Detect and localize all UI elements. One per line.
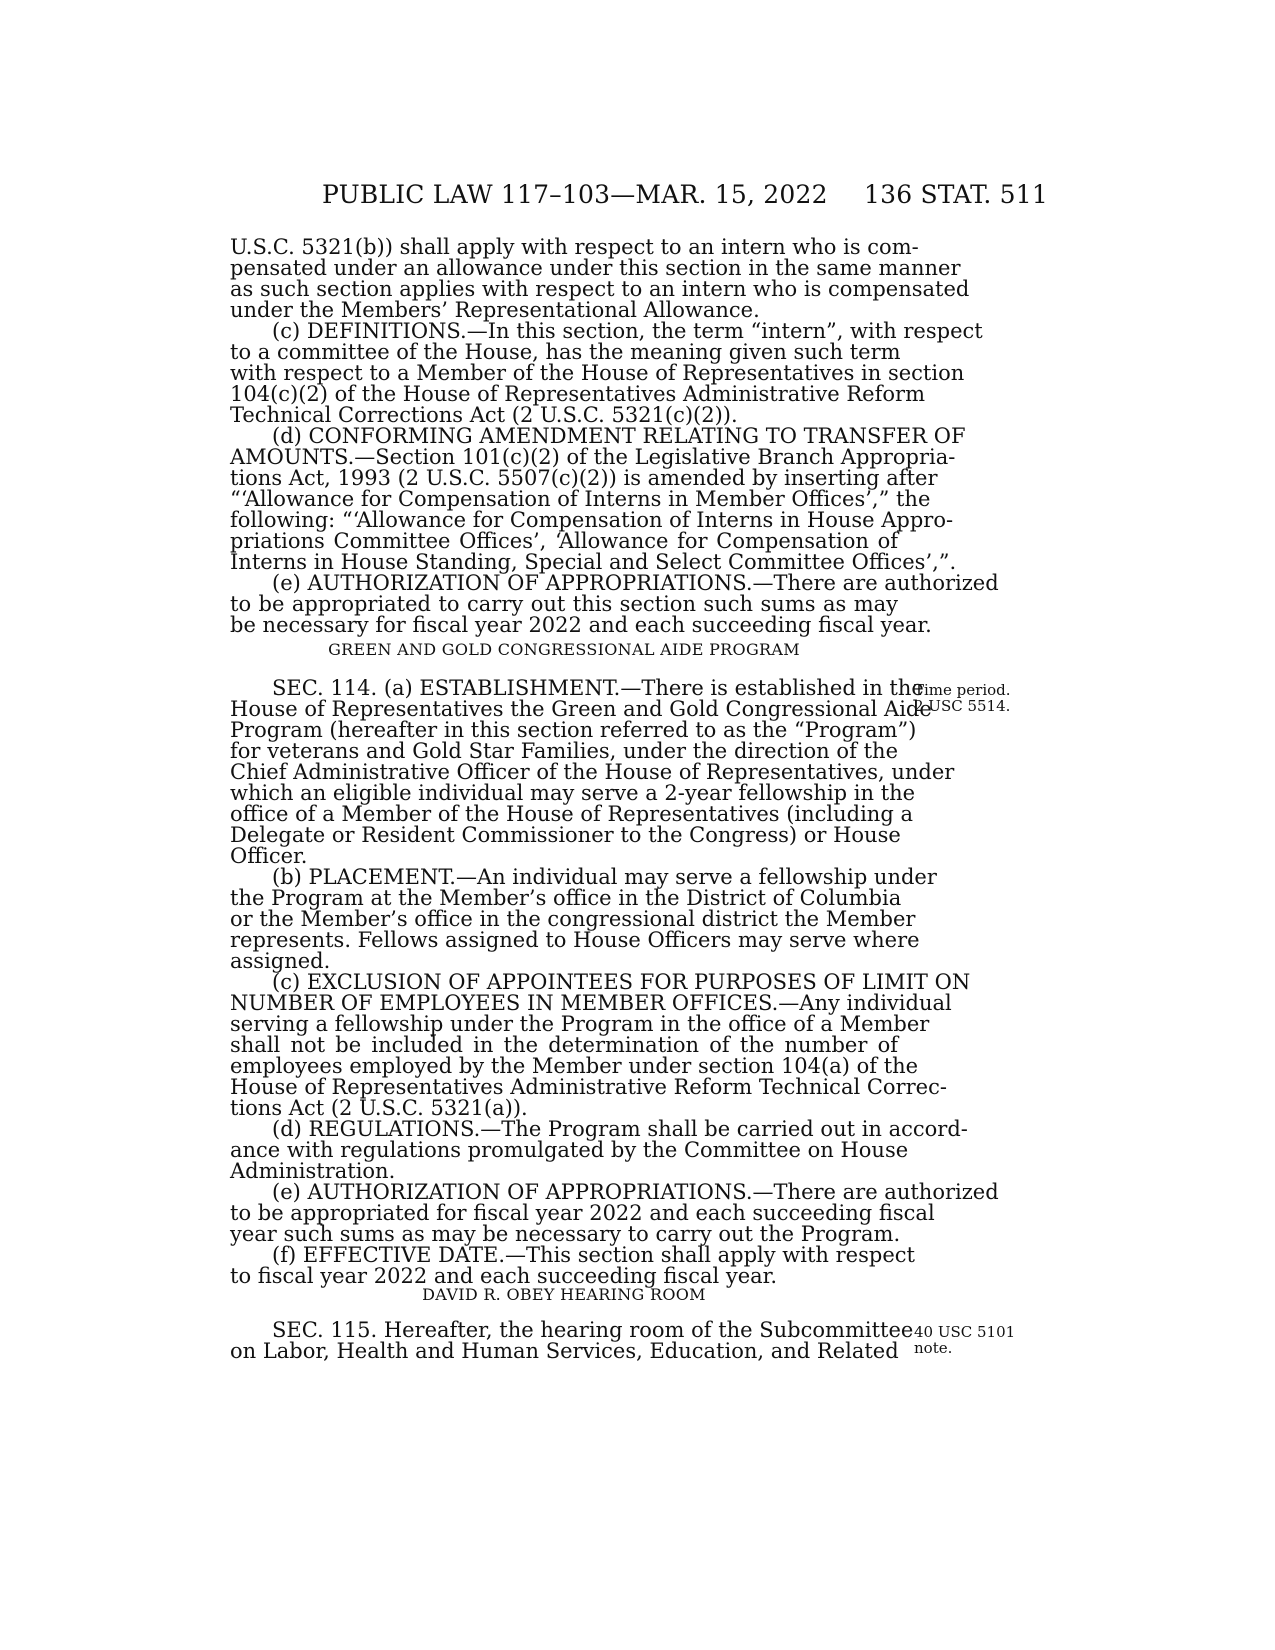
- text-line: SEC. 114. (a) ESTABLISHMENT.—There is established in the: [272, 676, 924, 700]
- text-line: House of Representatives Administrative Reform Technical Correc-: [230, 1075, 947, 1099]
- text-line: Administration.: [230, 1159, 396, 1183]
- text-line: to a committee of the House, has the meaning given such term: [230, 340, 901, 364]
- margin-note-40-usc-5101: 40 USC 5101: [914, 1323, 1016, 1341]
- text-line: Program (hereafter in this section referred to as the “Program”): [230, 718, 917, 742]
- text-line: assigned.: [230, 949, 331, 973]
- text-line: (d) REGULATIONS.—The Program shall be carried out in accord-: [272, 1117, 968, 1141]
- text-line: (e) AUTHORIZATION OF APPROPRIATIONS.—There are authorized: [272, 571, 999, 595]
- text-line: which an eligible individual may serve a 2-year fellowship in the: [230, 781, 916, 805]
- text-line: to be appropriated for fiscal year 2022 and each succeeding fiscal: [230, 1201, 935, 1225]
- text-line: or the Member’s office in the congressional district the Member: [230, 907, 916, 931]
- text-line: following: “‘Allowance for Compensation of Interns in House Appro-: [230, 508, 954, 532]
- text-line: Technical Corrections Act (2 U.S.C. 5321(c)(2)).: [230, 403, 738, 427]
- text-line: (c) DEFINITIONS.—In this section, the term “intern”, with respect: [272, 319, 983, 343]
- text-line: tions Act (2 U.S.C. 5321(a)).: [230, 1096, 528, 1120]
- text-line: (d) CONFORMING AMENDMENT RELATING TO TRANSFER OF: [272, 424, 966, 448]
- text-line: (e) AUTHORIZATION OF APPROPRIATIONS.—There are authorized: [272, 1180, 999, 1204]
- margin-note-note: note.: [914, 1339, 953, 1357]
- text-line: U.S.C. 5321(b)) shall apply with respect to an intern who is com-: [230, 235, 919, 259]
- margin-note-2-usc-5514: 2 USC 5514.: [914, 697, 1011, 715]
- text-line: SEC. 115. Hereafter, the hearing room of the Subcommittee: [272, 1318, 914, 1342]
- text-line: priations Committee Offices’, ‘Allowance for Compensation of: [230, 529, 898, 553]
- text-line: represents. Fellows assigned to House Officers may serve where: [230, 928, 920, 952]
- text-line: Delegate or Resident Commissioner to the Congress) or House: [230, 823, 901, 847]
- text-line: “‘Allowance for Compensation of Interns in Member Offices’,” the: [230, 487, 931, 511]
- text-line: shall not be included in the determination of the number of: [230, 1033, 898, 1057]
- text-line: to be appropriated to carry out this section such sums as may: [230, 592, 898, 616]
- text-line: tions Act, 1993 (2 U.S.C. 5507(c)(2)) is amended by inserting after: [230, 466, 938, 490]
- text-line: the Program at the Member’s office in the District of Columbia: [230, 886, 902, 910]
- text-line: AMOUNTS.—Section 101(c)(2) of the Legislative Branch Appropria-: [230, 445, 956, 469]
- text-line: House of Representatives the Green and Gold Congressional Aide: [230, 697, 932, 721]
- text-line: year such sums as may be necessary to carry out the Program.: [230, 1222, 901, 1246]
- text-line: for veterans and Gold Star Families, under the direction of the: [230, 739, 898, 763]
- text-line: 104(c)(2) of the House of Representatives Administrative Reform: [230, 382, 925, 406]
- text-line: Interns in House Standing, Special and Select Committee Offices’,”.: [230, 550, 957, 574]
- running-header-title: PUBLIC LAW 117–103—MAR. 15, 2022: [322, 180, 828, 209]
- text-line: to fiscal year 2022 and each succeeding fiscal year.: [230, 1264, 778, 1288]
- text-block-sec113-continued: [230, 235, 999, 637]
- section-heading-green-and-gold: GREEN AND GOLD CONGRESSIONAL AIDE PROGRAM: [328, 640, 800, 659]
- text-line: on Labor, Health and Human Services, Education, and Related: [230, 1339, 899, 1363]
- text-line: NUMBER OF EMPLOYEES IN MEMBER OFFICES.—Any individual: [230, 991, 952, 1015]
- running-header-page-number: 136 STAT. 511: [864, 180, 1048, 209]
- section-heading-obey-hearing-room: DAVID R. OBEY HEARING ROOM: [422, 1285, 706, 1304]
- text-line: (b) PLACEMENT.—An individual may serve a fellowship under: [272, 865, 937, 889]
- text-block-sec115: [230, 1318, 914, 1363]
- text-line: office of a Member of the House of Representatives (including a: [230, 802, 913, 826]
- text-line: pensated under an allowance under this section in the same manner: [230, 256, 961, 280]
- text-line: as such section applies with respect to an intern who is compensated: [230, 277, 970, 301]
- text-line: be necessary for fiscal year 2022 and each succeeding fiscal year.: [230, 613, 932, 637]
- text-line: Chief Administrative Officer of the House of Representatives, under: [230, 760, 955, 784]
- text-line: under the Members’ Representational Allowance.: [230, 298, 760, 322]
- text-line: employees employed by the Member under section 104(a) of the: [230, 1054, 919, 1078]
- margin-note-time-period: Time period.: [914, 681, 1011, 699]
- text-line: serving a fellowship under the Program in the office of a Member: [230, 1012, 930, 1036]
- text-line: (f) EFFECTIVE DATE.—This section shall apply with respect: [272, 1243, 915, 1267]
- text-line: Officer.: [230, 844, 308, 868]
- text-line: ance with regulations promulgated by the Committee on House: [230, 1138, 909, 1162]
- text-line: with respect to a Member of the House of Representatives in section: [230, 361, 965, 385]
- text-line: (c) EXCLUSION OF APPOINTEES FOR PURPOSES OF LIMIT ON: [272, 970, 971, 994]
